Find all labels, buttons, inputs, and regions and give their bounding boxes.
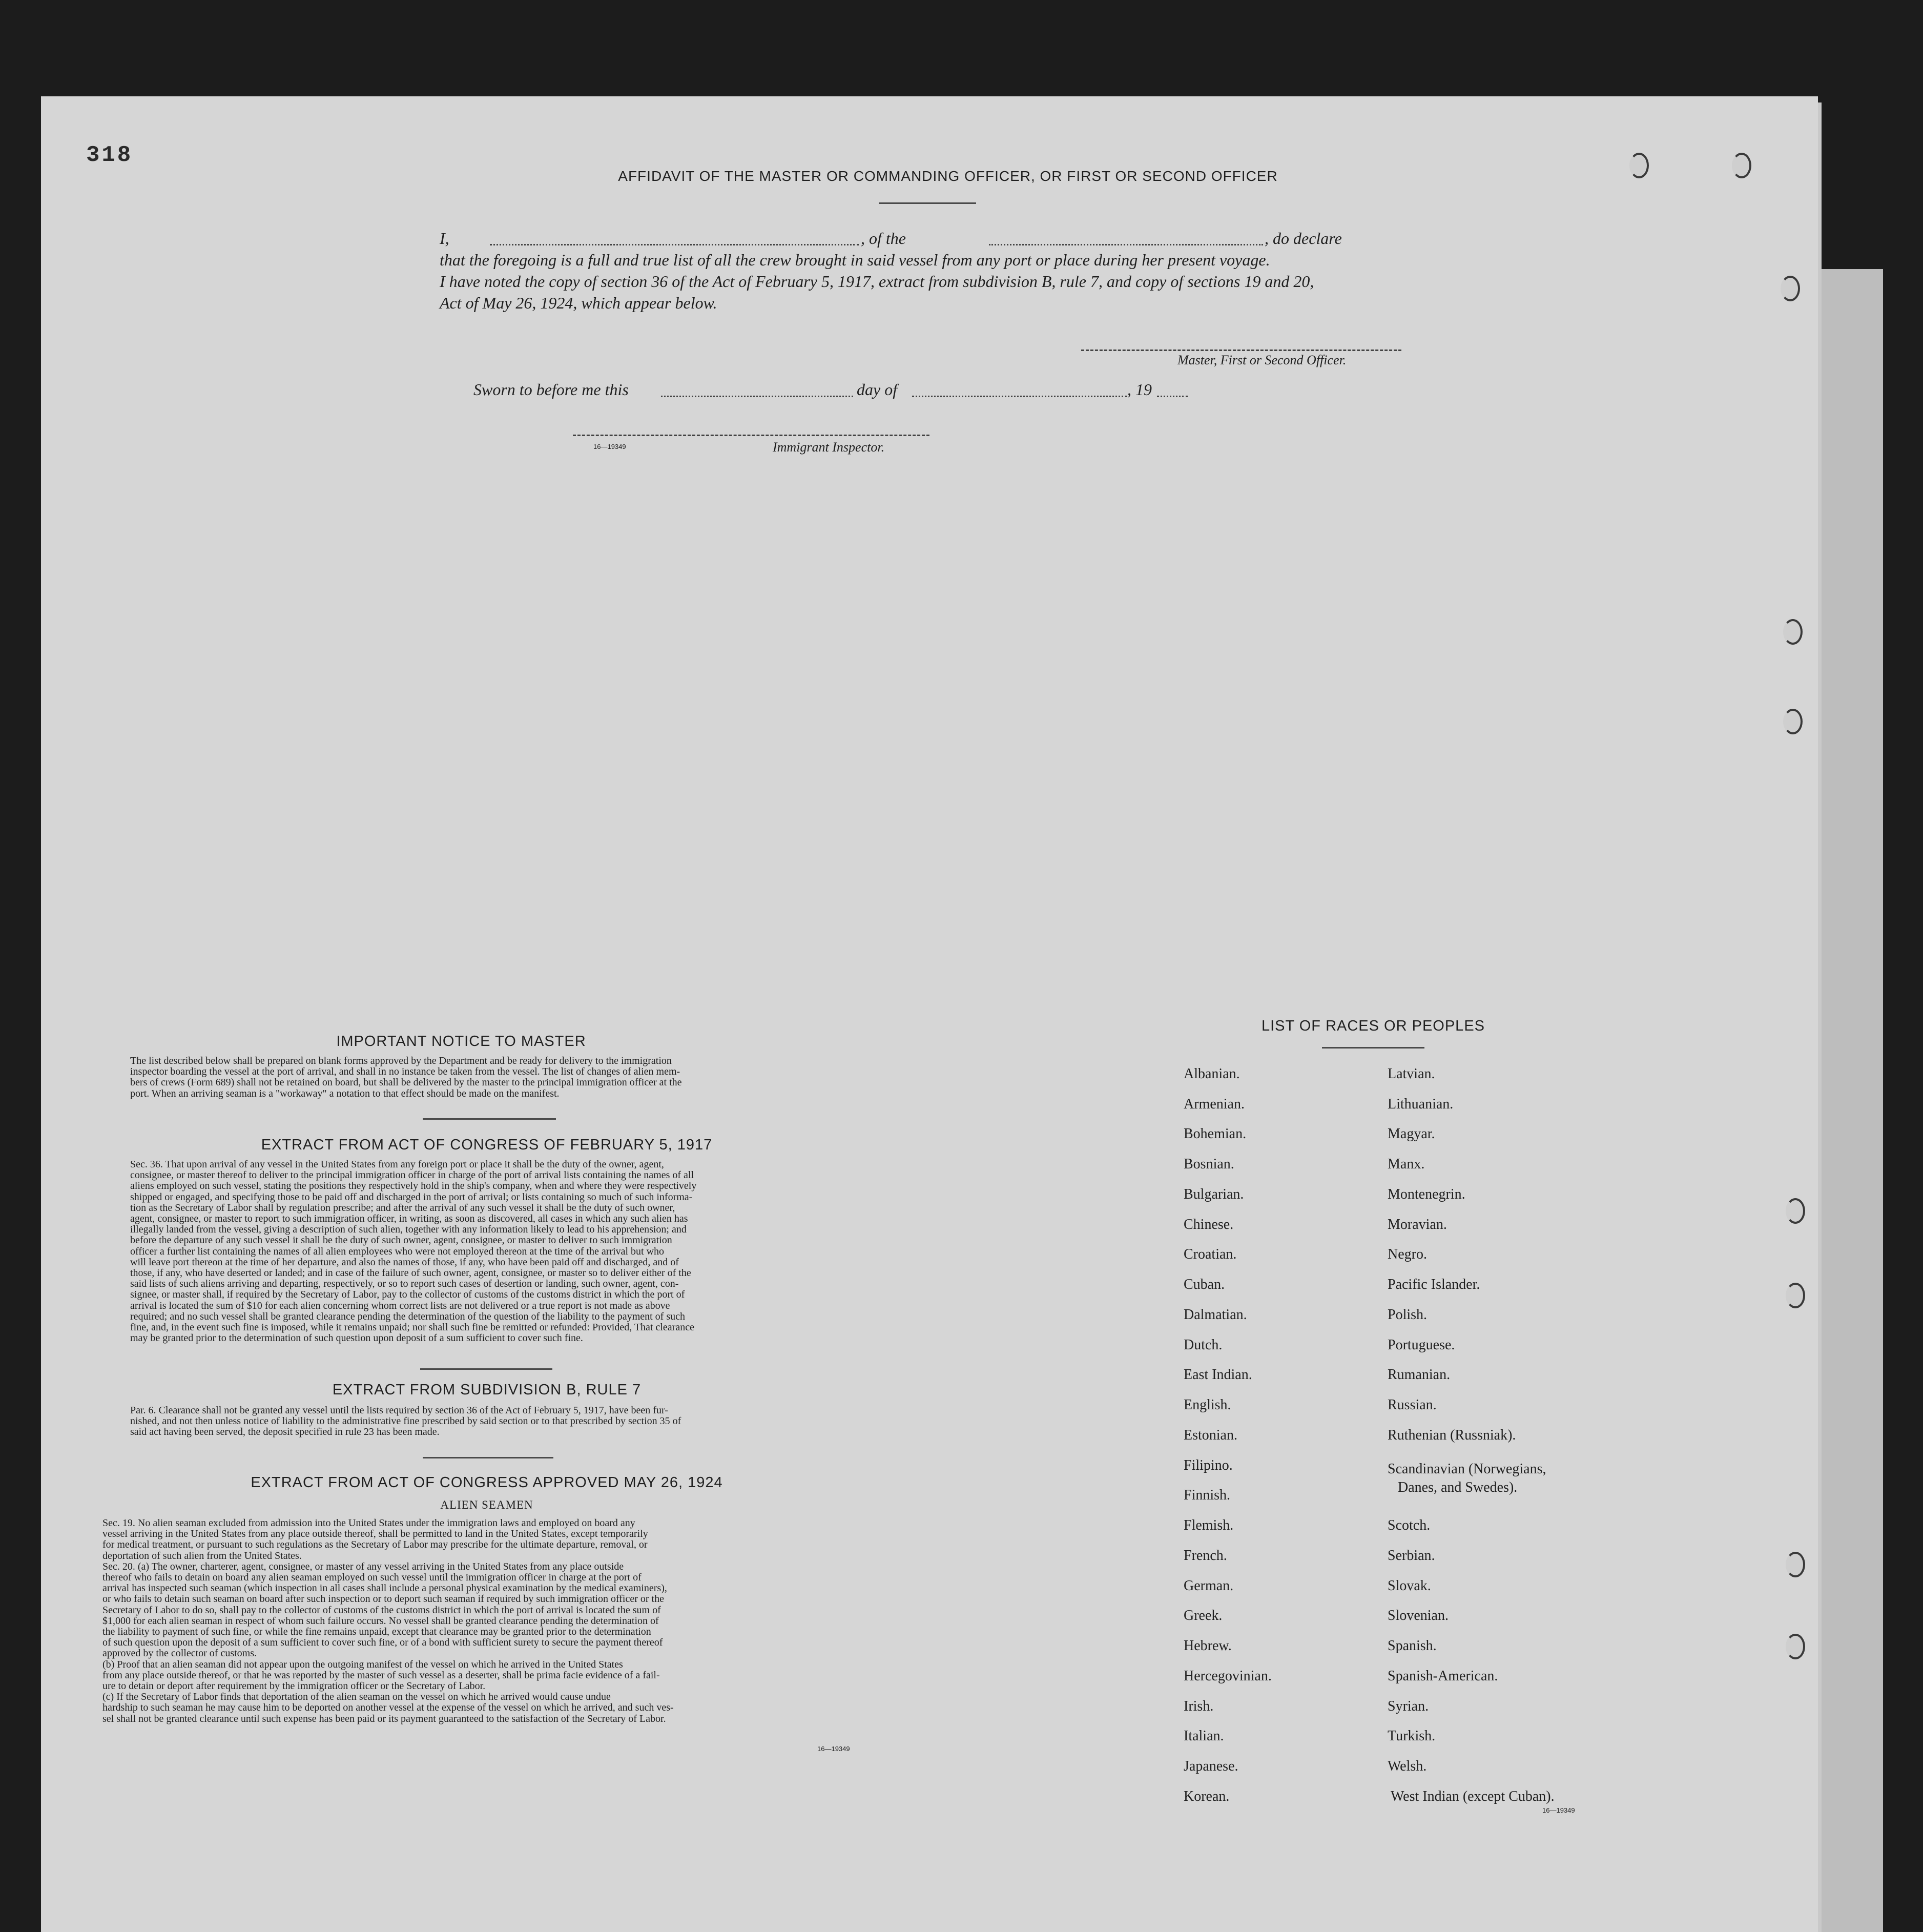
of-the-label: , of the — [861, 229, 906, 248]
race-item: Syrian. — [1388, 1698, 1429, 1714]
race-item: Turkish. — [1388, 1728, 1436, 1744]
race-item: Rumanian. — [1388, 1367, 1451, 1383]
extract-1917-line: may be granted prior to the determination of such question upon deposit of a sum sufficient to cover such fine. — [130, 1332, 583, 1344]
title-rule — [879, 202, 976, 204]
extract-1924-line: thereof who fails to detain on board any alien seaman employed on such vessel until the immigration officer in charge at the port of — [102, 1572, 642, 1584]
extract-1917-line: agent, consignee, or master to report to such immigration officer, in writing, as soon as discovered, all cases in which any such alien has — [130, 1213, 688, 1225]
extract-1924-line: sel shall not be granted clearance until such expense has been paid or its payment guaranteed to the satisfaction of the Secretary of Labor. — [102, 1713, 666, 1724]
race-item: Polish. — [1388, 1307, 1428, 1323]
extract-1924-line: $1,000 for each alien seaman in respect of whom such failure occurs. No vessel shall be granted clearance pending the determination of — [102, 1615, 659, 1627]
race-item: Welsh. — [1388, 1758, 1427, 1774]
declaration-line-3: I have noted the copy of section 36 of the Act of February 5, 1917, extract from subdivision B, rule 7, and copy of sections 19 and 20, — [440, 272, 1314, 291]
extract-1924-line: ure to detain or deport after requirement by the immigration officer or the Secretary of Labor. — [102, 1680, 486, 1692]
notice-line: inspector boarding the vessel at the port of arrival, and shall in no instance be taken from the vessel. The list of changes of alien mem- — [130, 1066, 680, 1078]
race-item: Bosnian. — [1184, 1156, 1234, 1172]
race-item: Chinese. — [1184, 1217, 1234, 1232]
race-item: Lithuanian. — [1388, 1096, 1454, 1112]
section-rule — [420, 1368, 552, 1370]
race-item: Serbian. — [1388, 1548, 1435, 1564]
race-item: Flemish. — [1184, 1517, 1234, 1533]
race-item: Japanese. — [1184, 1758, 1238, 1774]
race-item: Bohemian. — [1184, 1126, 1247, 1142]
extract-1924-line: approved by the collector of customs. — [102, 1648, 257, 1659]
race-item: Magyar. — [1388, 1126, 1435, 1142]
race-item: German. — [1184, 1578, 1234, 1594]
extract-1917-line: Sec. 36. That upon arrival of any vessel in the United States from any foreign port or place it shall be the duty of the owner, agent, — [130, 1159, 664, 1170]
section-rule — [423, 1118, 556, 1120]
race-item: Cuban. — [1184, 1277, 1225, 1292]
punch-hole-icon — [1732, 153, 1751, 178]
extract-1917-title: EXTRACT FROM ACT OF CONGRESS OF FEBRUARY 5, 1917 — [261, 1137, 713, 1153]
race-item: French. — [1184, 1548, 1227, 1564]
extract-1917-line: arrival is located the sum of $10 for each alien concerning whom correct lists are not delivered or a true report is not made as above — [130, 1300, 670, 1311]
punch-hole-icon — [1786, 1283, 1805, 1308]
race-item: Slovenian. — [1388, 1608, 1449, 1623]
punch-hole-icon — [1783, 709, 1803, 734]
declare-label: , do declare — [1265, 229, 1342, 248]
race-item: Finnish. — [1184, 1487, 1231, 1503]
race-item: Spanish-American. — [1388, 1668, 1498, 1684]
extract-1917-line: illegally landed from the vessel, giving a description of such alien, together with any information likely to lead to his apprehension; and — [130, 1224, 687, 1236]
notice-line: The list described below shall be prepared on blank forms approved by the Department and be ready for delivery to the immigration — [130, 1055, 672, 1066]
notice-title: IMPORTANT NOTICE TO MASTER — [336, 1033, 586, 1050]
extract-1924-line: of such question upon the deposit of a sum sufficient to cover such fine, or of a bond with sufficient surety to secure the payment thereof — [102, 1637, 663, 1649]
sworn-month-field[interactable] — [912, 396, 1127, 397]
race-item: Estonian. — [1184, 1427, 1237, 1443]
extract-1917-body — [130, 1159, 873, 1344]
extract-1924-subtitle: ALIEN SEAMEN — [440, 1498, 533, 1511]
notice-line: bers of crews (Form 689) shall not be retained on board, but shall be delivered by the master to the principal immigration officer at the — [130, 1077, 682, 1088]
extract-1917-line: said lists of such aliens arriving and departing, respectively, or so to report such cases of desertion or landing, such owner, agent, con- — [130, 1278, 679, 1290]
master-signature-label: Master, First or Second Officer. — [1177, 353, 1347, 367]
affidavit-declaration — [440, 228, 1423, 314]
extract-1924-line: the liability to payment of such fine, or while the fine remains unpaid, except that clearance may be granted prior to the determination — [102, 1626, 651, 1638]
extract-1924-line: deportation of such alien from the United States. — [102, 1550, 302, 1561]
race-item: Korean. — [1184, 1789, 1230, 1804]
race-item: English. — [1184, 1397, 1231, 1413]
race-item: Hebrew. — [1184, 1638, 1232, 1654]
inspector-signature-field[interactable] — [573, 435, 929, 436]
race-item: Greek. — [1184, 1608, 1223, 1623]
extract-1917-line: shipped or engaged, and specifying those to be paid off and discharged in the port of arrival; or lists containing so much of such informa- — [130, 1191, 693, 1203]
race-item: Manx. — [1388, 1156, 1425, 1172]
extract-1917-line: fine, and, in the event such fine is imposed, while it remains unpaid; nor shall such fine be remitted or refunded: Provided, That clearance — [130, 1322, 694, 1333]
sworn-year-field[interactable] — [1157, 396, 1188, 397]
declaration-line-2: that the foregoing is a full and true list of all the crew brought in said vessel from any port or place during her present voyage. — [440, 251, 1270, 269]
race-item: Danes, and Swedes). — [1398, 1479, 1518, 1495]
notice-line: port. When an arriving seaman is a "workaway" a notation to that effect should be made on the manifest. — [130, 1087, 560, 1099]
punch-hole-icon — [1783, 619, 1803, 645]
extract-1917-line: consignee, or master thereof to deliver to the principal immigration officer in charge of the port of arrival lists containing the names of all — [130, 1169, 694, 1181]
extract-1924-line: arrival has inspected such seaman (which inspection in all cases shall include a personal physical examination by the medical examiners), — [102, 1582, 667, 1594]
rule7-line: Par. 6. Clearance shall not be granted any vessel until the lists required by section 36 of the Act of February 5, 1917, have been fur- — [130, 1405, 668, 1416]
sworn-year-prefix: , 19 — [1127, 380, 1152, 399]
race-item: Hercegovinian. — [1184, 1668, 1272, 1684]
declaration-line-4: Act of May 26, 1924, which appear below. — [440, 294, 717, 312]
rule7-line: nished, and not then unless notice of liability to the administrative fine prescribed by said section or to that prescribed by section 35 of — [130, 1415, 681, 1427]
race-item: Latvian. — [1388, 1066, 1435, 1082]
extract-1924-line: Sec. 20. (a) The owner, charterer, agent, consignee, or master of any vessel arriving in the United States from any place outside — [102, 1560, 624, 1572]
extract-1917-line: tion as the Secretary of Labor shall by regulation prescribe; and after the arrival of any such vessel it shall be the duty of such owner, — [130, 1202, 675, 1214]
extract-1917-line: before the departure of any such vessel it shall be the duty of such owner, agent, consignee, or master to deliver to such immigration — [130, 1235, 672, 1246]
extract-1917-line: those, if any, who have deserted or landed; and in case of the failure of such owner, agent, consignee, or master so to deliver either of the — [130, 1267, 691, 1279]
declaration-line-1 — [440, 228, 1423, 249]
sworn-prefix: Sworn to before me this — [473, 380, 629, 399]
race-item: East Indian. — [1184, 1367, 1252, 1383]
race-item: Portuguese. — [1388, 1337, 1455, 1353]
inspector-label: Immigrant Inspector. — [773, 440, 885, 455]
race-item: Scotch. — [1388, 1517, 1431, 1533]
extract-1924-line: from any place outside thereof, or that he was reported by the master of such vessel as a deserter, shall be prima facie evidence of a fail- — [102, 1669, 660, 1681]
affiant-name-field[interactable] — [490, 244, 859, 245]
race-item: Albanian. — [1184, 1066, 1240, 1082]
extract-1924-body — [102, 1518, 873, 1724]
race-item: Slovak. — [1388, 1578, 1431, 1594]
extract-1917-line: will leave port thereon at the time of her departure, and also the names of those, if any, who have been paid off and discharged, and of — [130, 1256, 679, 1268]
race-item: Dalmatian. — [1184, 1307, 1247, 1323]
race-item: Croatian. — [1184, 1246, 1237, 1262]
race-item: Montenegrin. — [1388, 1186, 1465, 1202]
form-number: 16—19349 — [593, 443, 626, 450]
race-item: Bulgarian. — [1184, 1186, 1244, 1202]
race-item: Moravian. — [1388, 1217, 1447, 1232]
master-signature-field[interactable] — [1081, 350, 1401, 351]
extract-1917-line: signee, or master shall, if required by the Secretary of Labor, pay to the collector of customs of the customs district in which the port of — [130, 1289, 685, 1301]
form-number: 16—19349 — [1542, 1806, 1575, 1814]
rule7-body — [130, 1405, 873, 1438]
extract-1924-line: hardship to such seaman he may cause him to be deported on another vessel at the expense of the vessel on which he arrived, and such ves- — [102, 1702, 674, 1714]
rule7-line: said act having been served, the deposit specified in rule 23 has been made. — [130, 1426, 440, 1438]
punch-hole-icon — [1786, 1198, 1805, 1224]
races-title: LIST OF RACES OR PEOPLES — [1261, 1018, 1485, 1034]
form-number: 16—19349 — [817, 1745, 850, 1753]
punch-hole-icon — [1629, 153, 1649, 178]
extract-1924-line: Sec. 19. No alien seaman excluded from admission into the United States under the immigration laws and employed on board any — [102, 1517, 635, 1529]
races-title-rule — [1322, 1047, 1424, 1049]
race-item: Pacific Islander. — [1388, 1277, 1480, 1292]
extract-1924-line: or who fails to detain such seaman on board after such inspection or to deport such seaman if required by such immigration officer or the — [102, 1593, 664, 1605]
extract-1924-line: (c) If the Secretary of Labor finds that deportation of the alien seaman on the vessel on which he arrived would cause undue — [102, 1691, 611, 1703]
notice-body — [130, 1056, 873, 1099]
extract-1917-line: officer a further list containing the names of all alien employees who were not employed thereon at the time of the arrival but who — [130, 1245, 665, 1257]
race-item: Armenian. — [1184, 1096, 1245, 1112]
race-item: Scandinavian (Norwegians, — [1388, 1461, 1546, 1477]
vessel-name-field[interactable] — [989, 244, 1263, 245]
affiant-prefix: I, — [440, 229, 449, 248]
punch-hole-icon — [1781, 276, 1800, 301]
race-item: Dutch. — [1184, 1337, 1223, 1353]
race-item: Ruthenian (Russniak). — [1388, 1427, 1516, 1443]
race-item: West Indian (except Cuban). — [1391, 1789, 1555, 1804]
section-rule — [423, 1457, 553, 1458]
race-item: Irish. — [1184, 1698, 1214, 1714]
affidavit-title: AFFIDAVIT OF THE MASTER OR COMMANDING OFFICER, OR FIRST OR SECOND OFFICER — [618, 168, 1278, 184]
punch-hole-icon — [1786, 1552, 1805, 1577]
extract-1924-line: for medical treatment, or pursuant to such regulations as the Secretary of Labor may prescribe for the ultimate departure, removal, or — [102, 1539, 648, 1551]
race-item: Spanish. — [1388, 1638, 1437, 1654]
extract-1924-line: Secretary of Labor to do so, shall pay to the collector of customs of the customs district in which the port of arrival is located the sum of — [102, 1604, 661, 1616]
handwritten-mark: 318 — [86, 142, 133, 168]
sworn-day-of: day of — [857, 380, 898, 399]
rule7-title: EXTRACT FROM SUBDIVISION B, RULE 7 — [332, 1382, 642, 1398]
race-item: Italian. — [1184, 1728, 1224, 1744]
race-item: Filipino. — [1184, 1457, 1233, 1473]
race-item: Russian. — [1388, 1397, 1437, 1413]
sworn-day-field[interactable] — [661, 396, 853, 397]
extract-1924-title: EXTRACT FROM ACT OF CONGRESS APPROVED MAY 26, 1924 — [251, 1474, 723, 1491]
punch-hole-icon — [1786, 1634, 1805, 1659]
extract-1924-line: (b) Proof that an alien seaman did not appear upon the outgoing manifest of the vessel on which he arrived in the United States — [102, 1658, 623, 1670]
extract-1917-line: required; and no such vessel shall be granted clearance pending the determination of the question of the liability to the payment of such — [130, 1310, 685, 1322]
extract-1917-line: aliens employed on such vessel, stating the positions they respectively hold in the ship's company, when and where they were respectively — [130, 1180, 697, 1192]
race-item: Negro. — [1388, 1246, 1427, 1262]
extract-1924-line: vessel arriving in the United States from any place outside thereof, shall be permitted to land in the United States, except temporarily — [102, 1528, 648, 1540]
